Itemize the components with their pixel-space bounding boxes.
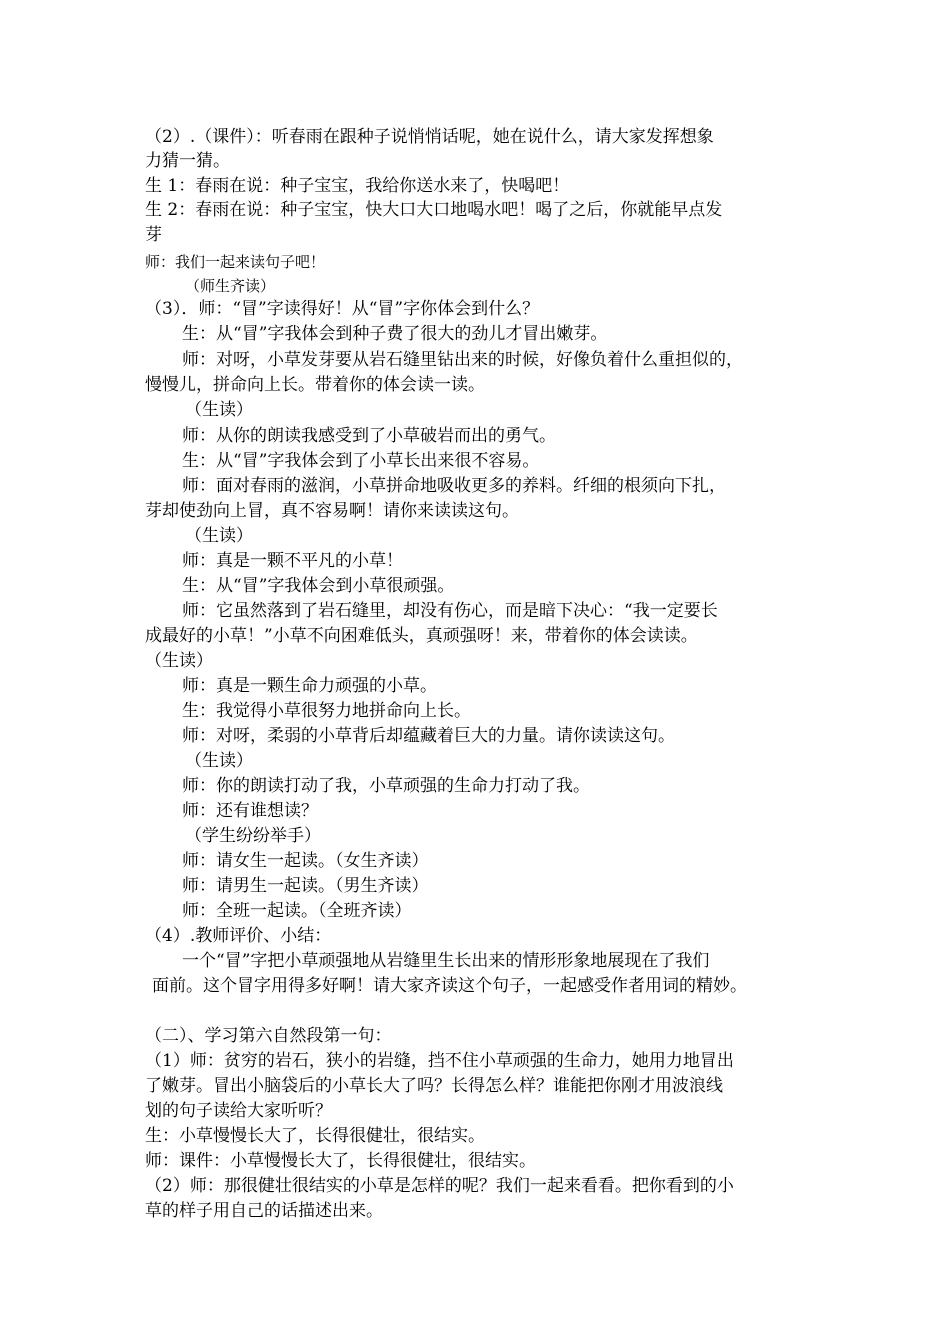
text-line: 生：小草慢慢长大了，长得很健壮，很结实。 [145, 1126, 485, 1146]
text-line: 慢慢儿，拼命向上长。带着你的体会读一读。 [145, 375, 485, 395]
text-line: 生：我觉得小草很努力地拼命向上长。 [182, 701, 471, 721]
text-line: 师：它虽然落到了岩石缝里，却没有伤心，而是暗下决心：“我一定要长 [182, 601, 718, 621]
text-line: 生 1：春雨在说：种子宝宝，我给你送水来了，快喝吧！ [145, 176, 570, 196]
text-line: （学生纷纷举手） [185, 826, 321, 846]
text-line: （师生齐读） [185, 277, 276, 295]
text-line: （生读） [185, 400, 253, 420]
text-line: 芽却使劲向上冒，真不容易啊！请你来读读这句。 [145, 501, 519, 521]
text-line: （1）师：贫穷的岩石，狭小的岩缝，挡不住小草顽强的生命力，她用力地冒出 [145, 1051, 734, 1071]
text-line: 师：全班一起读。（全班齐读） [182, 901, 412, 921]
text-line: （4）.教师评价、小结： [145, 926, 332, 946]
text-line: 面前。这个冒字用得多好啊！请大家齐读这个句子，一起感受作者用词的精妙。 [152, 976, 747, 996]
text-line: 师：真是一颗生命力顽强的小草。 [182, 676, 437, 696]
text-line: （生读） [185, 526, 253, 546]
text-line: 师：课件：小草慢慢长大了，长得很健壮，很结实。 [145, 1151, 536, 1171]
text-line: 了嫩芽。冒出小脑袋后的小草长大了吗？长得怎么样？谁能把你刚才用波浪线 [145, 1076, 723, 1096]
text-line: 师：对呀，小草发芽要从岩石缝里钻出来的时候，好像负着什么重担似的， [182, 350, 743, 370]
text-line: 师：请女生一起读。（女生齐读） [182, 851, 429, 871]
text-line: 生：从“冒”字我体会到种子费了很大的劲儿才冒出嫩芽。 [182, 324, 608, 344]
text-line: （3）．师：“冒”字读得好！从“冒”字你体会到什么？ [145, 299, 540, 319]
text-line: 师：我们一起来读句子吧！ [145, 253, 326, 271]
text-line: 划的句子读给大家听听？ [145, 1101, 332, 1121]
text-line: （二）、学习第六自然段第一句： [145, 1026, 392, 1046]
text-line: 芽 [145, 225, 162, 245]
text-line: 师：对呀，柔弱的小草背后却蕴藏着巨大的力量。请你读读这句。 [182, 726, 675, 746]
text-line: 一个“冒”字把小草顽强地从岩缝里生长出来的情形形象地展现在了我们 [182, 951, 710, 971]
text-line: 生：从“冒”字我体会到小草很顽强。 [182, 576, 455, 596]
text-line: 师：从你的朗读我感受到了小草破岩而出的勇气。 [182, 426, 556, 446]
text-line: 师：真是一颗不平凡的小草！ [182, 551, 403, 571]
text-line: 力猜一猜。 [145, 151, 230, 171]
text-line: （生读） [145, 651, 213, 671]
text-line: 生 2：春雨在说：种子宝宝，快大口大口地喝水吧！喝了之后，你就能早点发 [145, 200, 723, 220]
text-line: 师：请男生一起读。（男生齐读） [182, 876, 429, 896]
text-line: 师：还有谁想读？ [182, 801, 318, 821]
text-line: 草的样子用自己的话描述出来。 [145, 1201, 383, 1221]
text-line: 生：从“冒”字我体会到了小草长出来很不容易。 [182, 451, 540, 471]
text-line: （生读） [185, 751, 253, 771]
text-line: （2）师：那很健壮很结实的小草是怎样的呢？我们一起来看看。把你看到的小 [145, 1176, 734, 1196]
text-line: 师：面对春雨的滋润，小草拼命地吸收更多的养料。纤细的根须向下扎， [182, 476, 726, 496]
text-line: 师：你的朗读打动了我，小草顽强的生命力打动了我。 [182, 776, 590, 796]
text-line: （2）.（课件）：听春雨在跟种子说悄悄话呢，她在说什么，请大家发挥想象 [145, 127, 714, 147]
text-line: 成最好的小草！”小草不向困难低头，真顽强呀！来，带着你的体会读读。 [145, 626, 698, 646]
